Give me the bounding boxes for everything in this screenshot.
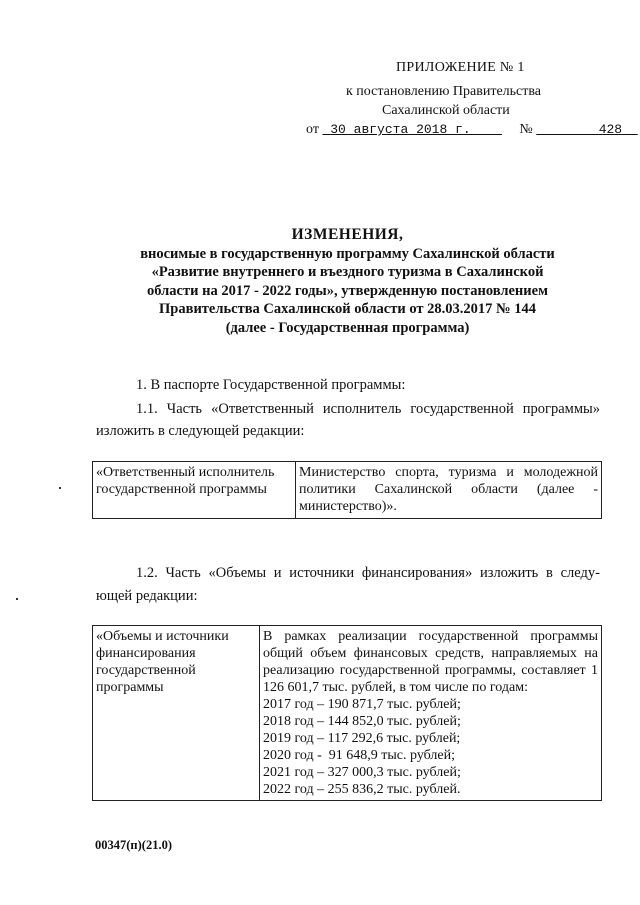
table-cell-value: Министерство спорта, туризма и молодежной политики Сахалинской области (далее - министерство)». [296,462,602,519]
title-line: Правительства Сахалинской области от 28.03.2017 № 144 [159,301,536,317]
scan-speck [16,598,18,600]
funding-year-row: 2018 год – 144 852,0 тыс. рублей; [263,714,461,729]
document-code: 00347(п)(21.0) [95,838,172,852]
funding-year-row: 2022 год – 255 836,2 тыс. рублей. [263,782,461,797]
title-line: вносимые в государственную программу Сахалинской области [140,245,555,262]
funding-year-row: 2021 год – 327 000,3 тыс. рублей; [263,765,461,780]
document-title [95,226,600,337]
resolution-reference: к постановлению Правительства [346,84,542,99]
funding-year-row: 2017 год – 190 871,7 тыс. рублей; [263,697,461,712]
resolution-number: 428 [598,122,623,137]
table-cell-label: «Ответственный исполнитель государственной программы [93,462,296,519]
item-1-2-line-2: ющей редакции: [96,588,198,604]
funding-intro: В рамках реализации государственной программы общий объем финансовых средств, направляемых на реализацию государственной программы, составляет 1 126 601,7 тыс. рублей, в том числе по годам: [263,629,598,695]
date-number-line [306,120,638,139]
funding-year-row: 2020 год - 91 648,9 тыс. рублей; [263,748,456,763]
table-cell-value [260,626,602,801]
title-line: «Развитие внутреннего и въездного туризма в Сахалинской [151,264,544,280]
title-main: ИЗМЕНЕНИЯ, [291,226,404,243]
appendix-title: ПРИЛОЖЕНИЕ № 1 [396,60,525,75]
item-1-1-line-2: изложить в следующей редакции: [96,423,305,439]
item-1-2-line-1: 1.2. Часть «Объемы и источники финансирования» изложить в следу- [136,565,600,581]
number-sign: № [519,122,533,137]
scan-speck [59,487,61,489]
title-line: (далее - Государственная программа) [225,319,470,336]
item-1-1-line-1: 1.1. Часть «Ответственный исполнитель государственной программы» [136,401,600,417]
responsible-executor-table [92,461,602,519]
funding-year-row: 2019 год – 117 292,6 тыс. рублей; [263,731,461,746]
table-cell-label: «Объемы и источники финансирования государственной программы [93,626,260,801]
section-1-heading: 1. В паспорте Государственной программы: [136,377,406,393]
funding-table [92,625,602,801]
title-line: области на 2017 - 2022 годы», утвержденную постановлением [147,282,548,299]
resolution-date: 30 августа 2018 г. [330,122,471,137]
from-label: от [306,122,319,137]
region-name: Сахалинской области [382,103,510,118]
